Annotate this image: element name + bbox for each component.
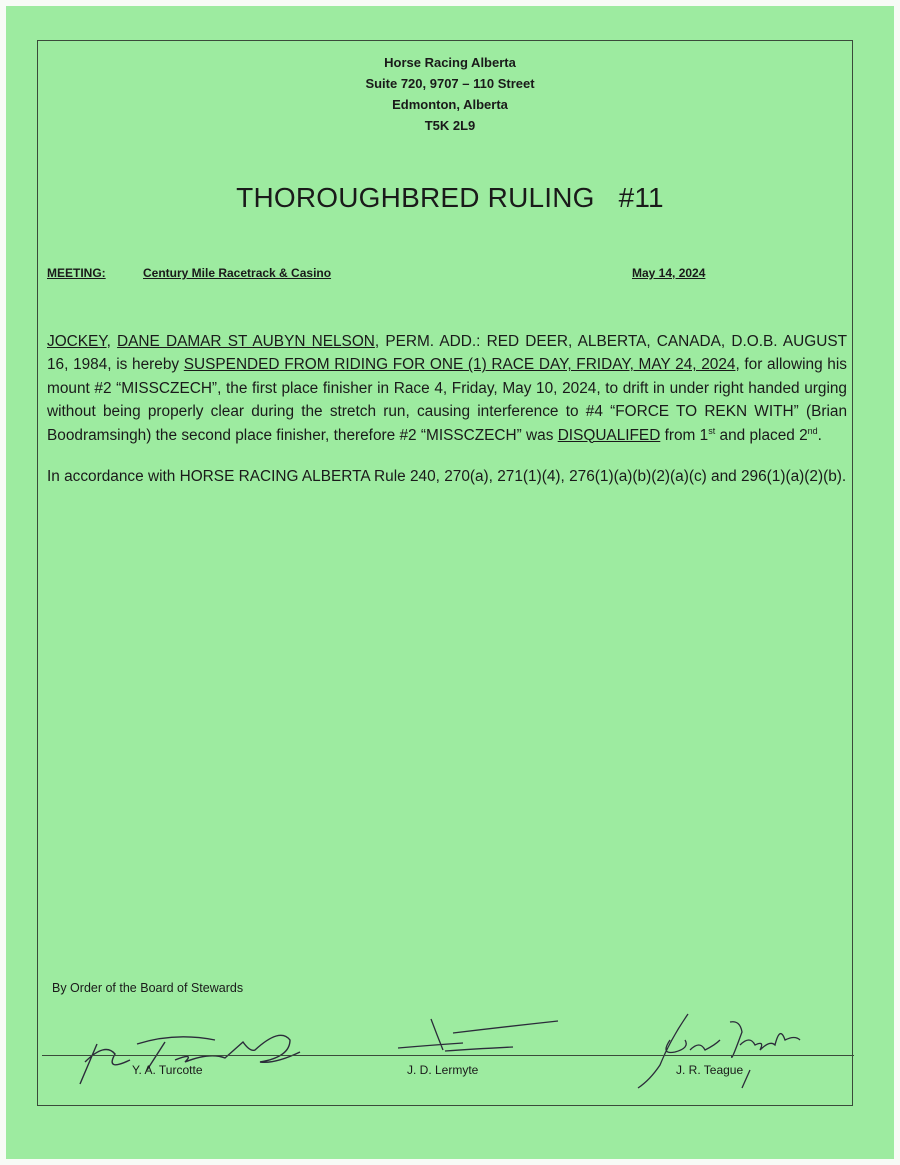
from-text: from 1: [660, 426, 709, 444]
ruling-paragraph: [47, 330, 847, 447]
order-statement: By Order of the Board of Stewards: [52, 981, 244, 995]
role: JOCKEY: [47, 333, 107, 350]
meeting-date: May 14, 2024: [632, 266, 706, 280]
jockey-name: DANE DAMAR ST AUBYN NELSON: [117, 333, 375, 350]
ruling-title: THOROUGHBRED RULING #11: [236, 182, 664, 213]
rules-paragraph: In accordance with HORSE RACING ALBERTA Rule 240, 270(a), 271(1)(4), 276(1)(a)(b)(2)(a)(c) and 296(1)(a)(2)(b).: [47, 468, 847, 486]
turcotte-signature: [75, 1022, 305, 1092]
steward-name: J. D. Lermyte: [407, 1063, 479, 1077]
letterhead: [0, 52, 900, 136]
jockey-details: , PERM. ADD.: RED DEER, ALBERTA, CANADA, D.O.B. AUGUST 16, 1984, is hereby: [47, 333, 847, 374]
st-suffix: st: [708, 425, 716, 436]
lermyte-signature: [393, 1015, 563, 1065]
comma: ,: [106, 333, 118, 350]
placed-text: and placed 2: [715, 426, 808, 444]
period: .: [817, 426, 822, 444]
teague-signature: [630, 1010, 810, 1090]
ruling-body: [47, 330, 847, 506]
address-line-2: Edmonton, Alberta: [392, 97, 508, 112]
postal-code: T5K 2L9: [424, 118, 476, 133]
reason-text: , for allowing his mount #2 “MISSCZECH”, the first place finisher in Race 4, Friday, May 10, 2024, to drift in under right handed urging without being properly clear during the stretch run, causing interference to #4 “FORCE TO REKN WITH” (Brian Boodramsingh) the second place finisher, therefore #2 “MISSCZECH” was: [47, 356, 847, 444]
nd-suffix: nd: [807, 425, 818, 436]
meeting-label: MEETING:: [47, 266, 106, 280]
steward-name: J. R. Teague: [676, 1063, 744, 1077]
signature-line: [42, 1055, 854, 1056]
org-name: Horse Racing Alberta: [384, 55, 516, 70]
meeting-venue: Century Mile Racetrack & Casino: [143, 266, 332, 280]
address-line-1: Suite 720, 9707 – 110 Street: [365, 76, 535, 91]
steward-name: Y. A. Turcotte: [132, 1063, 203, 1077]
disqualified-text: DISQUALIFED: [557, 426, 661, 444]
suspension-text: SUSPENDED FROM RIDING FOR ONE (1) RACE DAY, FRIDAY, MAY 24, 2024: [183, 356, 736, 374]
